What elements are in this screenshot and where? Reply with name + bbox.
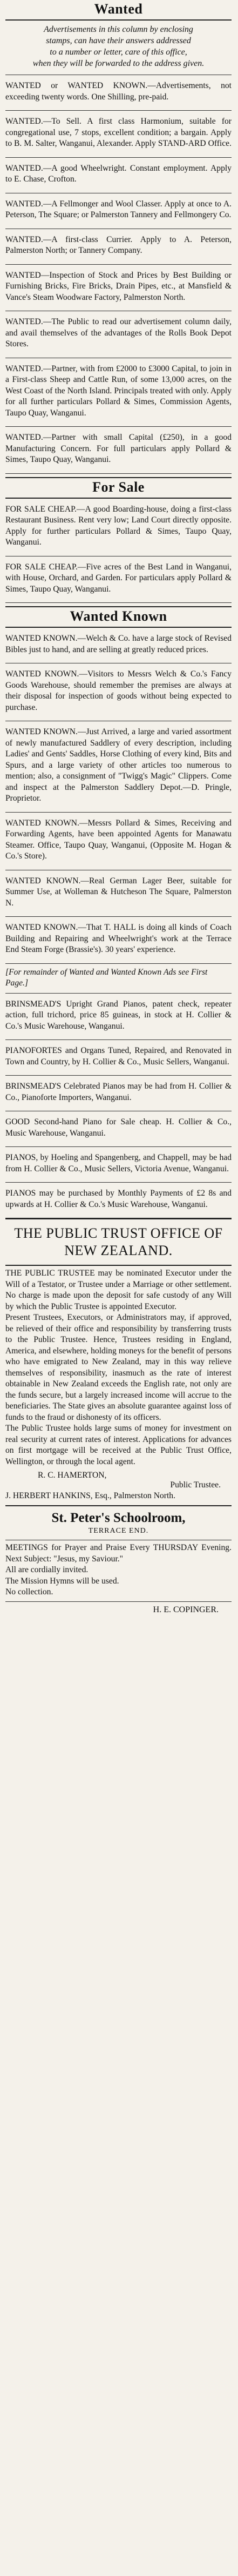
ad-music-2 [5,1076,232,1111]
wanted-known-ads-list [5,628,232,964]
ad-text: WANTED.—A good Wheelwright. Constant employment. Apply to E. Chase, Crofton. [5,163,232,184]
ad-music-4 [5,1147,232,1183]
public-trust-agent: J. HERBERT HANKINS, Esq., Palmerston North. [5,1490,232,1506]
ad-for-sale-1 [5,556,232,603]
ad-text: WANTED KNOWN.—Messrs Pollard & Simes, Receiving and Forwarding Agents, have been appointed Agents for Manawatu Steamer. Office, Taupo Quay, Wanganui, (Opposite M. Hogan & Co.'s Store). [5,818,232,861]
ad-text: FOR SALE CHEAP.—A good Boarding-house, doing a first-class Restaurant Business. Rent very low; Land Court directly opposite. Apply for further particulars Pollard & Simes, Taupo Quay, Wanganui. [5,504,232,547]
ad-wanted-known-0 [5,628,232,663]
ad-music-0 [5,994,232,1041]
section-header-wanted: Wanted [5,0,232,21]
ad-wanted-6 [5,311,232,358]
ad-text: WANTED.—A first-class Currier. Apply to A. Peterson, Palmerston North; or Tannery Company. [5,234,232,255]
school-location: TERRACE END. [5,1527,232,1540]
ad-text: WANTED.—The Public to read our advertisement column daily, and avail themselves of the advantages of the Rolls Book Depot Stores. [5,317,232,348]
ad-wanted-7 [5,358,232,427]
ad-text: WANTED.—A Fellmonger and Wool Classer. Apply at once to A. Peterson, The Square; or Palmerston Tannery and Fellmongery Co. [5,199,232,219]
school-signature: H. E. COPINGER. [5,1601,232,1615]
ad-text: PIANOS, by Hoeling and Spangenberg, and Chappell, may be had from H. Collier & Co., Music Sellers, Victoria Avenue, Wanganui. [5,1153,232,1173]
public-trust-signature-title: Public Trustee. [170,1480,221,1490]
public-trust-heading: THE PUBLIC TRUST OFFICE OF NEW ZEALAND. [5,1218,232,1266]
ad-for-sale-0 [5,499,232,556]
ad-text: WANTED.—To Sell. A first class Harmonium, suitable for congregational use, 7 stops, excellent condition; a bargain. Apply to B. M. Salter, Wanganui, Alexander. Apply STAND-ARD Office. [5,117,232,148]
ad-text: FOR SALE CHEAP.—Five acres of the Best Land in Wanganui, with House, Orchard, and Garden. For particulars apply Pollard & Simes, Taupo Quay, Wanganui. [5,562,232,594]
ad-wanted-0 [5,75,232,111]
ad-music-3 [5,1111,232,1147]
public-trust-signature-name: R. C. HAMERTON, [38,1471,107,1480]
ad-wanted-5 [5,265,232,312]
ad-text: WANTED KNOWN.—Visitors to Messrs Welch & Co.'s Fancy Goods Warehouse, should remember the premises are always at their disposal for inspection of goods without being expected to purchase. [5,669,232,712]
ad-text: WANTED KNOWN.—That T. HALL is doing all kinds of Coach Building and Repairing and Wheelwright's work at the Terrace End Steam Forge (Brassie's). 30 years' experience. [5,923,232,954]
ad-wanted-8 [5,427,232,474]
section-header-wanted-known: Wanted Known [5,606,232,628]
for-sale-ads-list [5,499,232,603]
ad-text: WANTED—Inspection of Stock and Prices by Best Building or Furnishing Bricks, Fire Bricks, Drain Pipes, etc., at Mansfield & Vance's Steam Woodware Factory, Palmerston North. [5,270,232,302]
public-trust-body: THE PUBLIC TRUSTEE may be nominated Executor under the Will of a Testator, or Trustee under a Marriage or other settlement. No charge is made upon the deposit for safe custody of any Will by which the Public Trustee is appointed Executor. Present Trustees, Executors, or Administrators may, if approved, be relieved of their office and responsibility by transferring trusts to the Public Trustee. Hence, Trustees residing in England, America, and elsewhere, holding moneys for the benefit of persons who have emigrated to New Zealand, may in this way relieve themselves of responsibility, inasmuch as the rate of interest obtainable in New Zealand exceeds the English rate, not only are the funds secure, but a largely increased income will accrue to the beneficiaries. The State gives an absolute guarantee against loss of funds to the fraud or dishonesty of its officers. The Public Trustee holds large sums of money for investment on real security at current rates of interest. Applications for advances on first mortgage will be received at the Public Trust Office, Wellington, or through the local agent. [5,1269,232,1466]
remainder-notice: [For remainder of Wanted and Wanted Known Ads see First Page.] [5,964,232,994]
ad-text: WANTED.—Partner, with from £2000 to £3000 Capital, to join in a First-class Sheep and Cattle Run, of some 13,000 acres, on the West Coast of the North Island. Principals treated with only. Apply for all further particulars Pollard & Simes, Commission Agents, Taupo Quay, Wanganui. [5,364,232,418]
ad-music-5 [5,1183,232,1218]
school-body: MEETINGS for Prayer and Praise Every THURSDAY Evening. Next Subject: "Jesus, my Saviour." All are cordially invited. The Mission Hymns will be used. No collection. [5,1543,232,1596]
ad-wanted-known-2 [5,721,232,813]
wanted-intro-notice: Advertisements in this column by enclosing stamps, can have their answers addressed to a number or letter, care of this office, when they will be forwarded to the address given. [5,21,232,75]
school-name: St. Peter's Schoolroom, [51,1511,186,1525]
section-header-for-sale: For Sale [5,477,232,499]
ad-wanted-known-1 [5,663,232,721]
ad-text: PIANOFORTES and Organs Tuned, Repaired, and Renovated in Town and Country, by H. Collier & Co., Music Sellers, Wanganui. [5,1046,232,1066]
ad-text: WANTED or WANTED KNOWN.—Advertisements, not exceeding twenty words. One Shilling, pre-paid. [5,81,232,102]
ad-text: BRINSMEAD'S Celebrated Pianos may be had from H. Collier & Co., Pianoforte Importers, Wanganui. [5,1082,232,1102]
ad-text: PIANOS may be purchased by Monthly Payments of £2 8s and upwards at H. Collier & Co.'s Music Warehouse, Wanganui. [5,1189,232,1209]
ad-music-1 [5,1040,232,1076]
ad-wanted-known-3 [5,813,232,870]
ad-text: WANTED KNOWN.—Real German Lager Beer, suitable for Summer Use, at Wolleman & Hutcheson The Square, Palmerston N. [5,876,232,908]
ad-text: WANTED KNOWN.—Just Arrived, a large and varied assortment of newly manufactured Saddlery of every description, including Ladies' and Gents' Saddles, Horse Clothing of every kind, Bits and Spurs, and a large variety of other articles too numerous to mention; also, a consignment of "Twigg's Magic" Clippers. Come and inspect at the Palmerston Saddlery Depot.—D. Pringle, Proprietor. [5,727,232,803]
ad-text: WANTED KNOWN.—Welch & Co. have a large stock of Revised Bibles just to hand, and are selling at greatly reduced prices. [5,634,232,654]
ad-text: GOOD Second-hand Piano for Sale cheap. H. Collier & Co., Music Warehouse, Wanganui. [5,1117,232,1138]
wanted-ads-list [5,75,232,474]
ad-text: BRINSMEAD'S Upright Grand Pianos, patent check, repeater action, full trichord, price 85 guineas, in stock at H. Collier & Co.'s Music Warehouse, Wanganui. [5,999,232,1031]
ad-wanted-2 [5,158,232,193]
ad-wanted-4 [5,229,232,265]
music-ads-list [5,994,232,1219]
ad-wanted-known-5 [5,917,232,964]
ad-wanted-3 [5,193,232,229]
ad-wanted-known-4 [5,870,232,917]
ad-text: WANTED.—Partner with small Capital (£250), in a good Manufacturing Concern. For full particulars apply Pollard & Simes, Taupo Quay, Wanganui. [5,433,232,464]
ad-wanted-1 [5,111,232,158]
